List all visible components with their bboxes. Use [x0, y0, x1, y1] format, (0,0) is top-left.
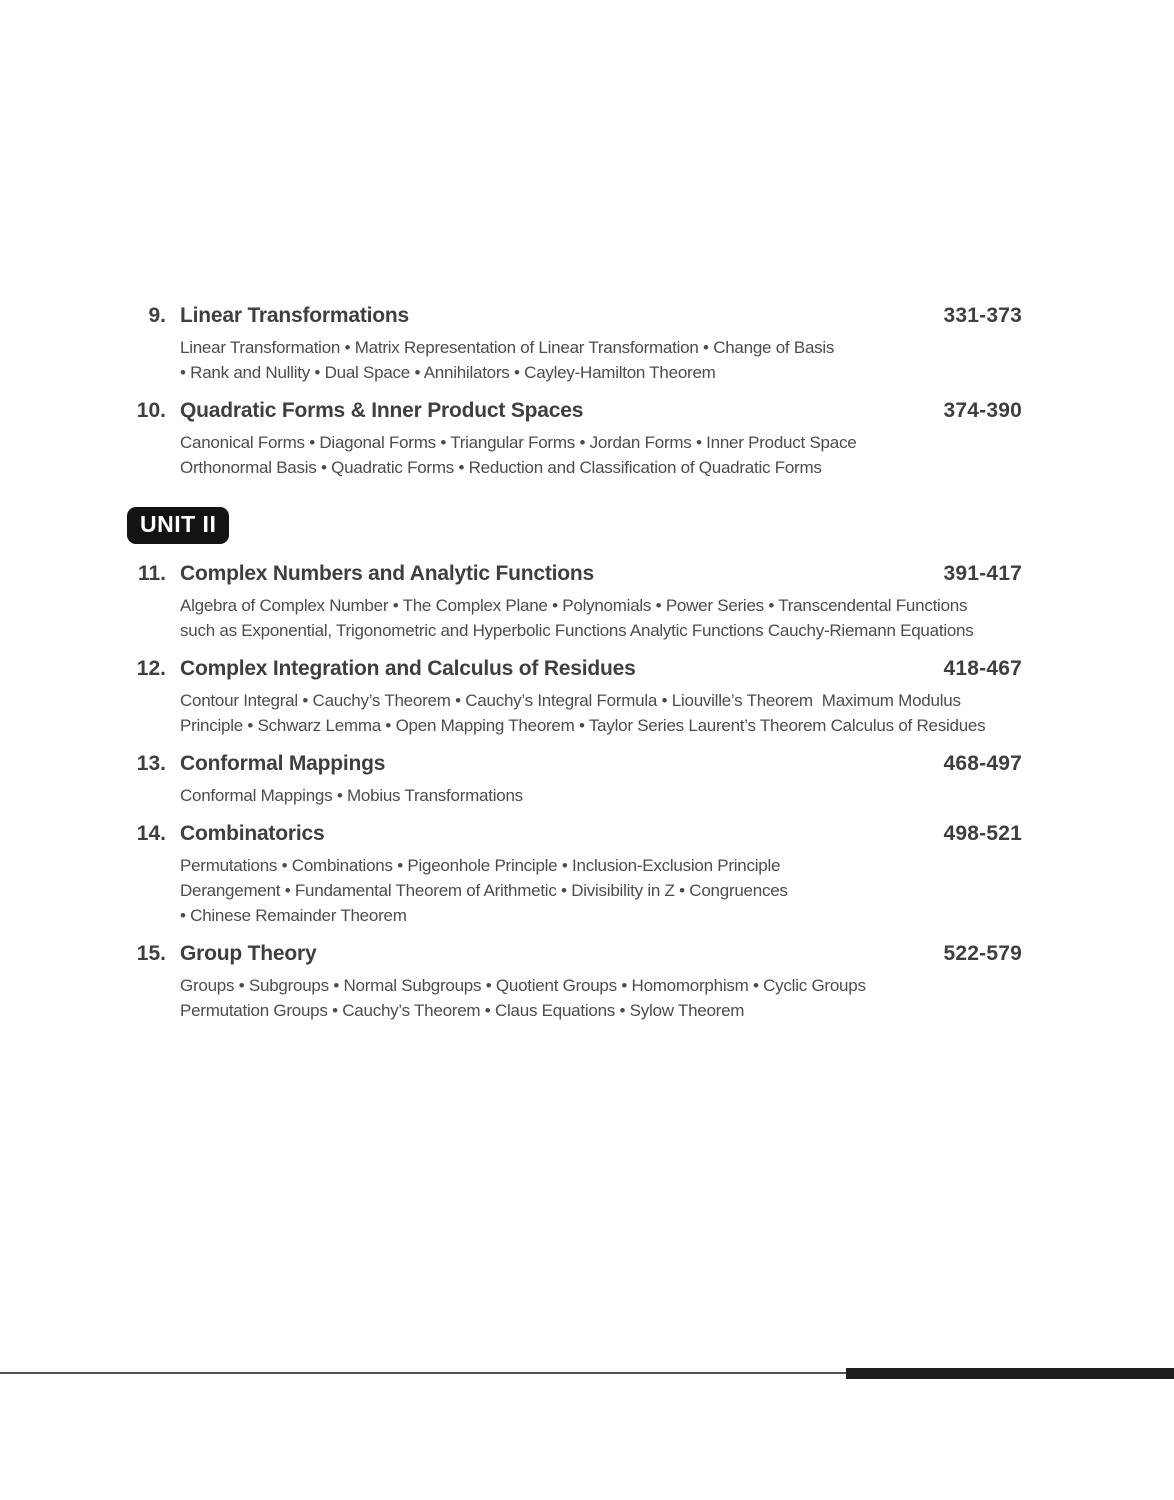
entry-topics-line: such as Exponential, Trigonometric and Hyperbolic Functions Analytic Functions Cauchy-Riemann Equations [180, 621, 974, 640]
entry-topics [180, 783, 1022, 808]
entry-title: Combinatorics [180, 822, 325, 845]
toc-entry [126, 303, 1022, 385]
entry-page-range: 522-579 [943, 942, 1022, 965]
footer-bar [846, 1368, 1174, 1379]
entry-number: 15. [136, 942, 166, 965]
toc-entry [126, 941, 1022, 1023]
entry-topics-line: Derangement • Fundamental Theorem of Arithmetic • Divisibility in Z • Congruences [180, 881, 788, 900]
entry-topics-line: Canonical Forms • Diagonal Forms • Triangular Forms • Jordan Forms • Inner Product Space [180, 433, 857, 452]
toc-list [126, 303, 1022, 1036]
entry-page-range: 331-373 [943, 304, 1022, 327]
entry-page-range: 498-521 [943, 822, 1022, 845]
entry-title: Complex Numbers and Analytic Functions [180, 562, 595, 585]
entry-heading-row [126, 303, 1022, 329]
entry-page-range: 468-497 [943, 752, 1022, 775]
entry-topics [180, 688, 1022, 738]
entry-title: Complex Integration and Calculus of Residues [180, 657, 636, 680]
entry-topics [180, 593, 1022, 643]
toc-entry [126, 398, 1022, 480]
entry-topics-line: Groups • Subgroups • Normal Subgroups • Quotient Groups • Homomorphism • Cyclic Groups [180, 976, 866, 995]
entry-title: Conformal Mappings [180, 752, 386, 775]
entry-heading-row [126, 656, 1022, 682]
entry-topics-line: Conformal Mappings • Mobius Transformations [180, 786, 523, 805]
toc-entry [126, 656, 1022, 738]
entry-topics-line: Contour Integral • Cauchy’s Theorem • Cauchy’s Integral Formula • Liouville’s Theorem Maximum Modulus [180, 691, 961, 710]
footer-rule [0, 1372, 848, 1374]
entry-title: Group Theory [180, 942, 317, 965]
entry-topics-line: Principle • Schwarz Lemma • Open Mapping Theorem • Taylor Series Laurent’s Theorem Calculus of Residues [180, 716, 986, 735]
entry-topics-line: Permutations • Combinations • Pigeonhole Principle • Inclusion-Exclusion Principle [180, 856, 781, 875]
entry-topics-line: • Chinese Remainder Theorem [180, 906, 407, 925]
entry-page-range: 391-417 [943, 562, 1022, 585]
entry-title: Quadratic Forms & Inner Product Spaces [180, 399, 584, 422]
toc-entry [126, 821, 1022, 928]
entry-topics [180, 430, 1022, 480]
entry-topics-line: Linear Transformation • Matrix Representation of Linear Transformation • Change of Basis [180, 338, 835, 357]
entry-page-range: 374-390 [943, 399, 1022, 422]
entry-topics-line: • Rank and Nullity • Dual Space • Annihilators • Cayley-Hamilton Theorem [180, 363, 716, 382]
entry-topics [180, 335, 1022, 385]
entry-topics-line: Algebra of Complex Number • The Complex Plane • Polynomials • Power Series • Transcendental Functions [180, 596, 968, 615]
entry-number: 11. [137, 562, 166, 585]
entry-topics [180, 853, 1022, 928]
entry-number: 12. [136, 657, 166, 680]
entry-heading-row [126, 821, 1022, 847]
entry-topics-line: Permutation Groups • Cauchy’s Theorem • Claus Equations • Sylow Theorem [180, 1001, 745, 1020]
entry-page-range: 418-467 [943, 657, 1022, 680]
entry-heading-row [126, 941, 1022, 967]
entry-number: 10. [136, 399, 166, 422]
entry-heading-row [126, 751, 1022, 777]
entry-number: 9. [148, 304, 166, 327]
entry-heading-row [126, 398, 1022, 424]
toc-entry [126, 751, 1022, 808]
entry-topics-line: Orthonormal Basis • Quadratic Forms • Reduction and Classification of Quadratic Forms [180, 458, 822, 477]
entry-topics [180, 973, 1022, 1023]
unit-badge: UNIT II [127, 507, 229, 544]
entry-number: 14. [136, 822, 166, 845]
entry-number: 13. [136, 752, 166, 775]
toc-entry [126, 561, 1022, 643]
entry-title: Linear Transformations [180, 304, 409, 327]
entry-heading-row [126, 561, 1022, 587]
